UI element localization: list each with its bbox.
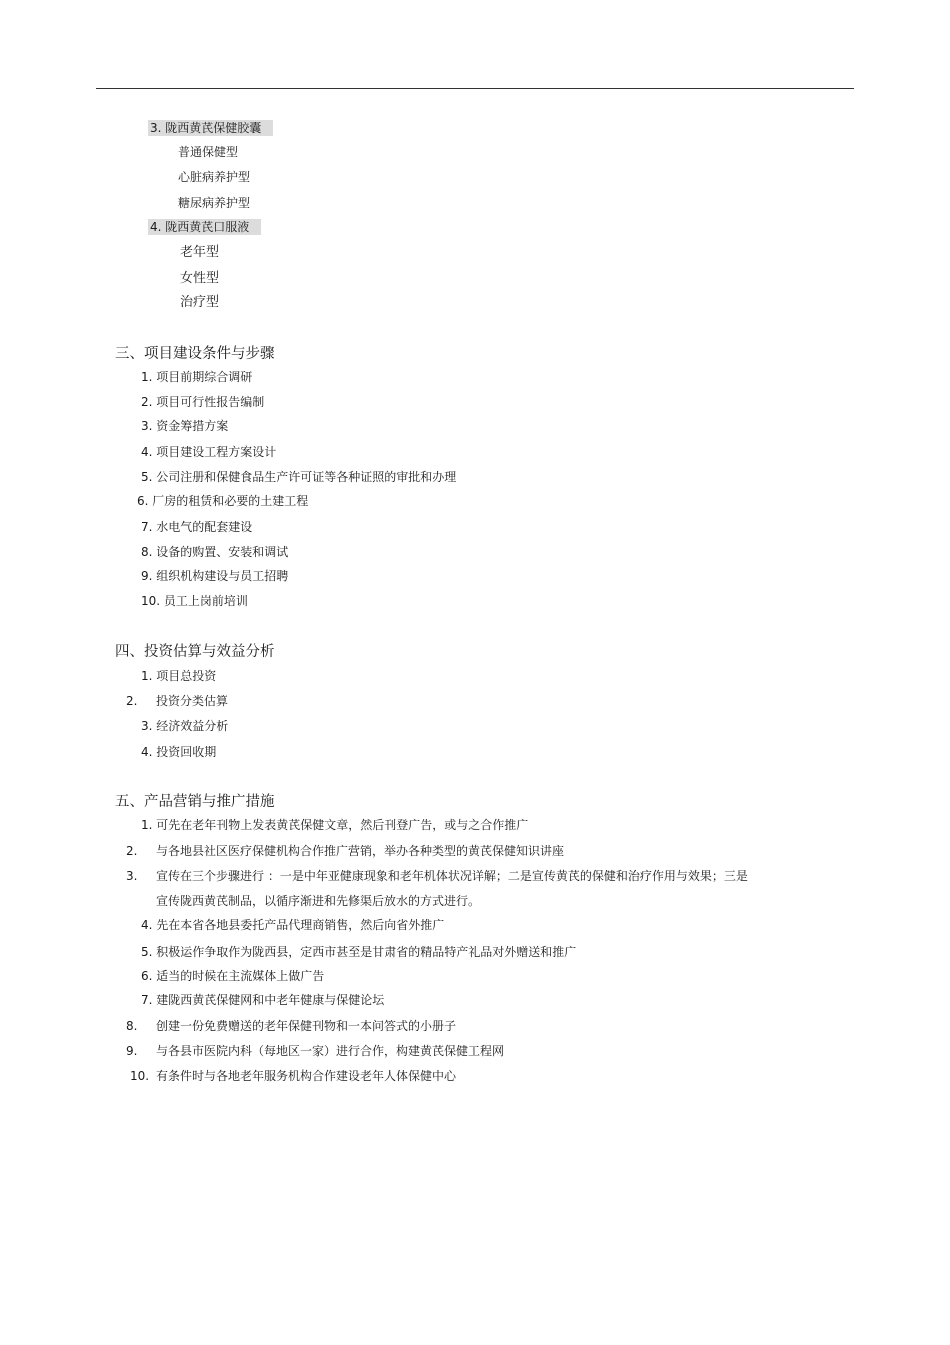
header-rule	[96, 88, 854, 89]
section-heading: 四、投资估算与效益分析	[115, 644, 275, 660]
section-heading: 三、项目建设条件与步骤	[115, 346, 275, 362]
list-item: 1. 可先在老年刊物上发表黄芪保健文章，然后刊登广告，或与之合作推广	[141, 818, 529, 832]
list-item: 1. 项目总投资	[141, 669, 217, 683]
list-item: 2. 项目可行性报告编制	[141, 395, 265, 409]
list-item: 9. 组织机构建设与员工招聘	[141, 569, 289, 583]
product-type: 治疗型	[180, 295, 220, 310]
list-item-continuation: 宣传陇西黄芪制品，以循序渐进和先修渠后放水的方式进行。	[156, 894, 481, 908]
product-type: 糖尿病养护型	[178, 196, 251, 210]
list-item: 2. 与各地县社区医疗保健机构合作推广营销，举办各种类型的黄芪保健知识讲座	[126, 844, 565, 858]
list-item: 4. 先在本省各地县委托产品代理商销售，然后向省外推广	[141, 918, 445, 932]
product-title: 3. 陇西黄芪保健胶囊	[150, 120, 273, 136]
list-item: 5. 公司注册和保健食品生产许可证等各种证照的审批和办理	[141, 470, 457, 484]
list-item: 8. 创建一份免费赠送的老年保健刊物和一本问答式的小册子	[126, 1019, 457, 1033]
product-type: 女性型	[180, 271, 220, 286]
list-item: 8. 设备的购置、安装和调试	[141, 545, 289, 559]
list-item: 6. 厂房的租赁和必要的土建工程	[137, 494, 309, 508]
product-title: 4. 陇西黄芪口服液	[150, 219, 261, 235]
list-item: 2. 投资分类估算	[126, 694, 229, 708]
list-item: 7. 水电气的配套建设	[141, 520, 253, 534]
list-item: 1. 项目前期综合调研	[141, 370, 253, 384]
product-type: 心脏病养护型	[178, 170, 251, 184]
list-item: 6. 适当的时候在主流媒体上做广告	[141, 969, 325, 983]
list-item: 4. 投资回收期	[141, 745, 217, 759]
list-item: 5. 积极运作争取作为陇西县，定西市甚至是甘肃省的精品特产礼品对外赠送和推广	[141, 945, 577, 959]
list-item: 3. 资金筹措方案	[141, 419, 229, 433]
product-type: 普通保健型	[178, 145, 239, 159]
list-item: 10. 员工上岗前培训	[141, 594, 248, 608]
list-item: 3. 宣传在三个步骤进行 ：一是中年亚健康现象和老年机体状况详解；二是宣传黄芪的保健和治疗作用与效果；三是	[126, 869, 748, 883]
list-item: 10. 有条件时与各地老年服务机构合作建设老年人体保健中心	[130, 1069, 457, 1083]
product-type: 老年型	[180, 245, 220, 260]
section-heading: 五、产品营销与推广措施	[115, 794, 275, 810]
list-item: 9. 与各县市医院内科（每地区一家）进行合作，构建黄芪保健工程网	[126, 1044, 505, 1058]
list-item: 7. 建陇西黄芪保健网和中老年健康与保健论坛	[141, 993, 385, 1007]
list-item: 3. 经济效益分析	[141, 719, 229, 733]
list-item: 4. 项目建设工程方案设计	[141, 445, 277, 459]
